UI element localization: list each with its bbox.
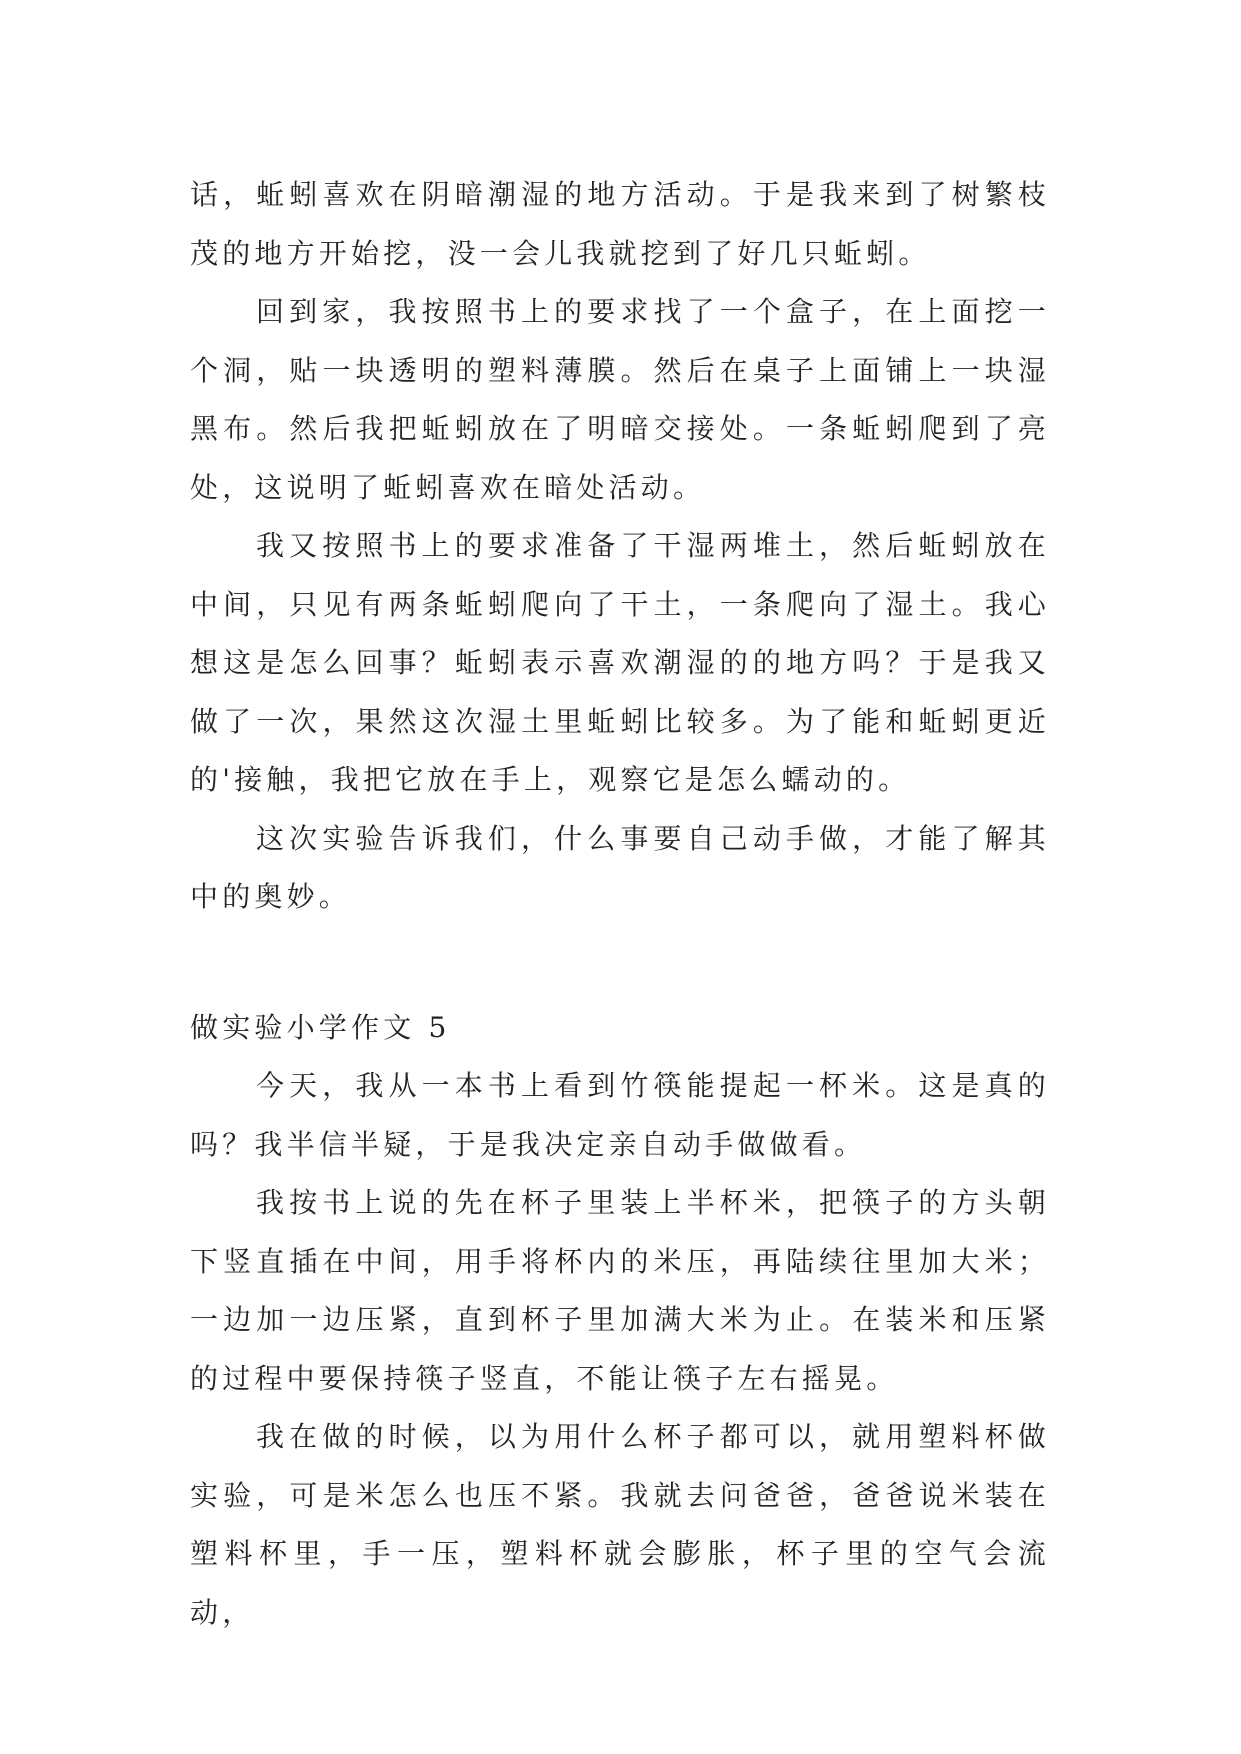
paragraph-continued: 话，蚯蚓喜欢在阴暗潮湿的地方活动。于是我来到了树繁枝茂的地方开始挖，没一会儿我就挖到了好几只蚯蚓。 xyxy=(190,178,1050,270)
paragraph: 我按书上说的先在杯子里装上半杯米，把筷子的方头朝下竖直插在中间，用手将杯内的米压，再陆续往里加大米；一边加一边压紧，直到杯子里加满大米为止。在装米和压紧的过程中要保持筷子竖直，不能让筷子左右摇晃。 xyxy=(190,1186,1050,1395)
paragraph: 回到家，我按照书上的要求找了一个盒子，在上面挖一个洞，贴一块透明的塑料薄膜。然后在桌子上面铺上一块湿黑布。然后我把蚯蚓放在了明暗交接处。一条蚯蚓爬到了亮处，这说明了蚯蚓喜欢在暗处活动。 xyxy=(190,295,1050,504)
paragraph: 我在做的时候，以为用什么杯子都可以，就用塑料杯做实验，可是米怎么也压不紧。我就去问爸爸，爸爸说米装在塑料杯里，手一压，塑料杯就会膨胀，杯子里的空气会流动， xyxy=(190,1420,1050,1629)
paragraph: 我又按照书上的要求准备了干湿两堆土，然后蚯蚓放在中间，只见有两条蚯蚓爬向了干土，一条爬向了湿土。我心想这是怎么回事？蚯蚓表示喜欢潮湿的的地方吗？于是我又做了一次，果然这次湿土里蚯蚓比较多。为了能和蚯蚓更近的'接触，我把它放在手上，观察它是怎么蠕动的。 xyxy=(190,529,1050,796)
paragraph: 这次实验告诉我们，什么事要自己动手做，才能了解其中的奥妙。 xyxy=(190,821,1050,913)
paragraph: 今天，我从一本书上看到竹筷能提起一杯米。这是真的吗？我半信半疑，于是我决定亲自动手做做看。 xyxy=(190,1069,1050,1161)
document-body xyxy=(190,166,1050,1642)
section-title: 做实验小学作文 5 xyxy=(190,1010,451,1044)
